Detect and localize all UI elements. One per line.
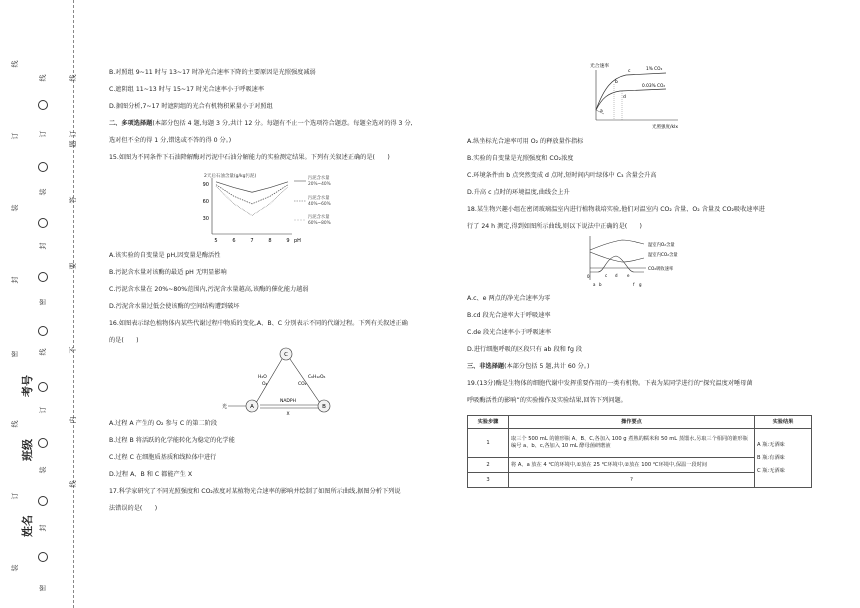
binding-hole-circle: [38, 438, 48, 448]
q18-curve-o2: [590, 240, 644, 250]
q18-stem-line2: 行了 24 h 测定,得到如图所示曲线,则以下说法中正确的是( ): [467, 223, 642, 230]
q15-option-a: A.该实验的自变量是 pH,因变量是酶活性: [109, 252, 221, 259]
q18-legend-o2: 温室内O₂含量: [648, 243, 675, 248]
q15-legend-3-b: 60%~80%: [308, 221, 331, 226]
q15-series-line-3: [216, 186, 288, 215]
margin-char: 要: [69, 262, 77, 270]
header-step: 实验步骤: [468, 416, 509, 429]
margin-char: 线: [69, 480, 77, 488]
q18-option-b: B.cd 段光合速率大于呼吸速率: [467, 312, 551, 319]
label-name: 姓名: [21, 515, 34, 537]
q17-point-d: d: [623, 95, 626, 100]
table-row: [468, 429, 812, 458]
q17-ylabel: 光合速率: [590, 64, 610, 69]
row3-operation: ?: [509, 473, 755, 488]
q14-option-c: C.遮阴组 11~13 时与 15~17 时光合速率小于呼吸速率: [109, 86, 265, 93]
q18-stem: 18.某生物兴趣小组在密闭玻璃温室内进行植物栽培实验,他们对温室内 CO₂ 含量、O₂ 含量及 CO₂吸收速率进: [467, 206, 765, 213]
q15-xtick-9: 9: [286, 238, 290, 244]
row2-step: 2: [468, 458, 509, 473]
q15-ytick-30: 30: [202, 216, 209, 222]
q15-xtick-6: 6: [232, 238, 236, 244]
q16-option-b: B.过程 B 将活跃的化学能转化为稳定的化学能: [109, 437, 235, 444]
q14-option-d: D.据图分析,7~17 时遮阴组的光合有机物积累量小于对照组: [109, 103, 273, 110]
q17-curve-003pct: [596, 89, 666, 110]
q18-curve-absorb: [590, 256, 644, 272]
q15-legend-1-b: 20%~40%: [308, 182, 331, 187]
q15-chart-ylabel: 2天后石油含量(g/kg污泥): [204, 174, 257, 179]
margin-char: 不: [69, 346, 77, 354]
q15-xtick-8: 8: [268, 238, 272, 244]
result-c: C 瓶:无酒味: [757, 467, 785, 474]
q17-curve-label-2: 0.03% CO₂: [642, 84, 666, 89]
header-operation: 操作要点: [509, 416, 755, 429]
q16-label-h2o: H₂O: [258, 375, 267, 380]
margin-char: 封: [39, 242, 47, 250]
q16-label-light: 光: [222, 404, 228, 410]
binding-hole-circle: [38, 496, 48, 506]
q16-option-a: A.过程 A 产生的 O₂ 参与 C 的第二阶段: [109, 420, 218, 427]
q15-xtick-5: 5: [214, 238, 218, 244]
label-class: 班级: [21, 439, 34, 461]
margin-char: 线: [11, 420, 19, 428]
q16-edge-a-c: [256, 359, 282, 403]
q16-option-d: D.过程 A、B 和 C 都能产生 X: [109, 471, 193, 478]
binding-hole-circle: [38, 218, 48, 228]
section2-rule-line2: 选对但不全的得 1 分,错选或不答的得 0 分。): [109, 137, 232, 144]
margin-char: 订: [39, 406, 47, 414]
row1-step: 1: [468, 429, 509, 458]
q14-option-b: B.对照组 9~11 时与 13~17 时净光合速率下降的主要原因是光照强度减弱: [109, 69, 316, 76]
q16-label-c: C: [284, 352, 288, 358]
section3-rule: (本部分包括 5 题,共计 60 分。): [504, 363, 590, 370]
q19-stem: 19.(13分)酶是生物体的细胞代谢中发挥重要作用的一类有机物。下表为某同学进行的“探究温度对唾母菌: [467, 380, 753, 387]
section3-title: 三、非选择题: [467, 363, 505, 370]
q15-legend-2-a: 污泥含水量: [308, 196, 330, 201]
q15-legend-2-b: 40%~60%: [308, 202, 331, 207]
section3-header: [467, 363, 589, 371]
q17-option-c: C.环境条件由 b 点突然变成 d 点时,短时间内叶绿体中 C₃ 含量会升高: [467, 172, 657, 179]
binding-hole-circle: [38, 326, 48, 336]
q15-option-b: B.污泥含水量对该酶的最适 pH 无明显影响: [109, 269, 227, 276]
margin-char: 题: [69, 140, 77, 148]
q17-chart: [586, 60, 696, 132]
q18-x-f: f: [633, 282, 635, 287]
margin-char: 装: [11, 564, 19, 572]
q15-legend-1-a: 污泥含水量: [308, 176, 330, 181]
binding-hole-circle: [38, 552, 48, 562]
margin-char: 线: [39, 348, 47, 356]
q16-label-x: X: [286, 412, 290, 417]
section2-header: [109, 120, 413, 128]
q15-option-d: D.污泥含水量过低会使该酶的空间结构遭到破坏: [109, 303, 240, 310]
section2-title: 二、多项选择题: [109, 120, 153, 127]
q17-option-a: A.纵坐标光合速率可用 O₂ 的释放量作指标: [467, 138, 584, 145]
margin-char: 密: [11, 350, 19, 358]
margin-char: 订: [39, 130, 47, 138]
q17-point-b: b: [615, 80, 618, 85]
q15-chart: [196, 168, 356, 246]
q18-x-c: c: [605, 273, 608, 278]
q15-stem: 15.如图为不同条件下石油降解酶对污泥中石油分解能力的实验测定结果。下列有关叙述正确的是( ): [109, 154, 390, 161]
q16-label-co2: CO₂: [298, 382, 307, 387]
binding-hole-circle: [38, 272, 48, 282]
q17-curve-1pct: [596, 73, 666, 110]
q18-option-d: D.进行细胞呼吸的区段只有 ab 段和 fg 段: [467, 346, 583, 353]
q17-xlabel: 光照强度/klx: [652, 125, 679, 130]
result-b: B 瓶:有酒味: [757, 454, 785, 461]
q18-legend-absorb: CO₂吸收速率: [648, 267, 674, 272]
q18-x-e: e: [627, 273, 630, 278]
q17-curve-label-1: 1% CO₂: [646, 67, 663, 72]
binding-dashed-line: [73, 0, 74, 608]
q15-series-line-1: [216, 182, 288, 192]
margin-char: 答: [69, 196, 77, 204]
q15-series-lines: [216, 182, 288, 216]
q18-x-a: a: [593, 282, 596, 287]
header-result: 实验结果: [755, 416, 812, 429]
margin-char: 密: [39, 584, 47, 592]
margin-char: 线: [39, 74, 47, 82]
q16-label-o2: O₂: [262, 382, 268, 387]
q15-series-line-2: [216, 185, 288, 204]
q17-stem-line2: 法错误的是( ): [109, 505, 158, 512]
q15-xunit: pH: [294, 238, 301, 244]
q15-ytick-90: 90: [202, 182, 209, 188]
q16-stem-line2: 的是( ): [109, 337, 139, 344]
q19-table: [467, 415, 812, 488]
margin-char: 订: [69, 130, 77, 138]
row1-operation: 取三个 500 mL 的锥形瓶 A、B、C,各加入 100 g 煮熟的糯米和 50 mL 蒸馏水,另取三个相同的锥形瓶编号 a、b、c,各加入 10 mL 酵母菌研磨液: [509, 429, 755, 458]
q17-stem: 17.科学家研究了不同光照强度和 CO₂浓度对某植物光合速率的影响并绘制了如图所示曲线,据图分析下列说: [109, 488, 401, 495]
q17-point-c: c: [628, 69, 631, 74]
q18-option-c: C.de 段光合速率小于呼吸速率: [467, 329, 552, 336]
binding-hole-circle: [38, 162, 48, 172]
row3-step: 3: [468, 473, 509, 488]
q18-option-a: A.c、e 两点的净光合速率为零: [467, 295, 551, 302]
margin-char: 密: [39, 298, 47, 306]
q18-x-g: g: [639, 282, 642, 287]
table-header-row: [468, 416, 812, 429]
q18-x-d: d: [615, 273, 618, 278]
margin-char: 订: [11, 492, 19, 500]
section2-rule: (本部分包括 4 题,每题 3 分,共计 12 分。每题有不止一个选项符合题意。每题全选对的得 3 分,: [152, 120, 413, 127]
q15-legend-3-a: 污泥含水量: [308, 215, 330, 220]
margin-char: 装: [39, 188, 47, 196]
results-cell: [755, 429, 812, 488]
q15-ytick-60: 60: [202, 199, 209, 205]
q18-origin: 0: [587, 274, 590, 279]
q18-x-b: b: [599, 282, 602, 287]
q16-label-b: B: [322, 404, 326, 410]
q16-diagram: [222, 345, 352, 417]
q17-point-a: a: [600, 109, 603, 114]
q16-label-nadph: NADPH: [279, 399, 297, 404]
margin-char: 订: [11, 132, 19, 140]
result-a: A 瓶:无酒味: [757, 441, 785, 448]
margin-char: 封: [39, 524, 47, 532]
q16-label-c6h12o6: C₆H₁₂O₆: [308, 375, 326, 380]
q18-chart: [582, 232, 692, 290]
q19-stem-line2: 呼吸酶活性的影响”的实验操作及实验结果,回答下列问题。: [467, 397, 627, 404]
q16-stem: 16.如图表示绿色植物体内某些代谢过程中物质的变化,A、B、C 分别表示不同的代谢过程。下列有关叙述正确: [109, 320, 408, 327]
binding-hole-circle: [38, 382, 48, 392]
q17-option-d: D.升高 c 点时的环境温度,曲线会上升: [467, 189, 570, 196]
q18-legend-co2: 温室内CO₂含量: [648, 253, 678, 258]
q15-option-c: C.污泥含水量在 20%~80%范围内,污泥含水量越高,该酶的催化能力越弱: [109, 286, 309, 293]
margin-char: 装: [11, 204, 19, 212]
q16-edge-c-b: [290, 359, 320, 403]
margin-char: 封: [11, 276, 19, 284]
q17-option-b: B.实验的自变量是光照强度和 CO₂浓度: [467, 155, 574, 162]
margin-char: 装: [39, 466, 47, 474]
margin-char: 内: [69, 416, 77, 424]
q18-curve-co2: [590, 252, 644, 262]
q16-label-a: A: [250, 404, 254, 410]
q16-option-c: C.过程 C 在细胞质基质和线粒体中进行: [109, 454, 217, 461]
margin-char: 线: [11, 60, 19, 68]
q15-xtick-7: 7: [250, 238, 254, 244]
row2-operation: 将 A、a 放在 4 ℃的环境中,①放在 25 ℃环境中,②放在 100 ℃环境中,保温一段时间: [509, 458, 755, 473]
binding-hole-circle: [38, 100, 48, 110]
margin-char: 线: [69, 74, 77, 82]
label-exam-number: 考号: [21, 375, 34, 397]
